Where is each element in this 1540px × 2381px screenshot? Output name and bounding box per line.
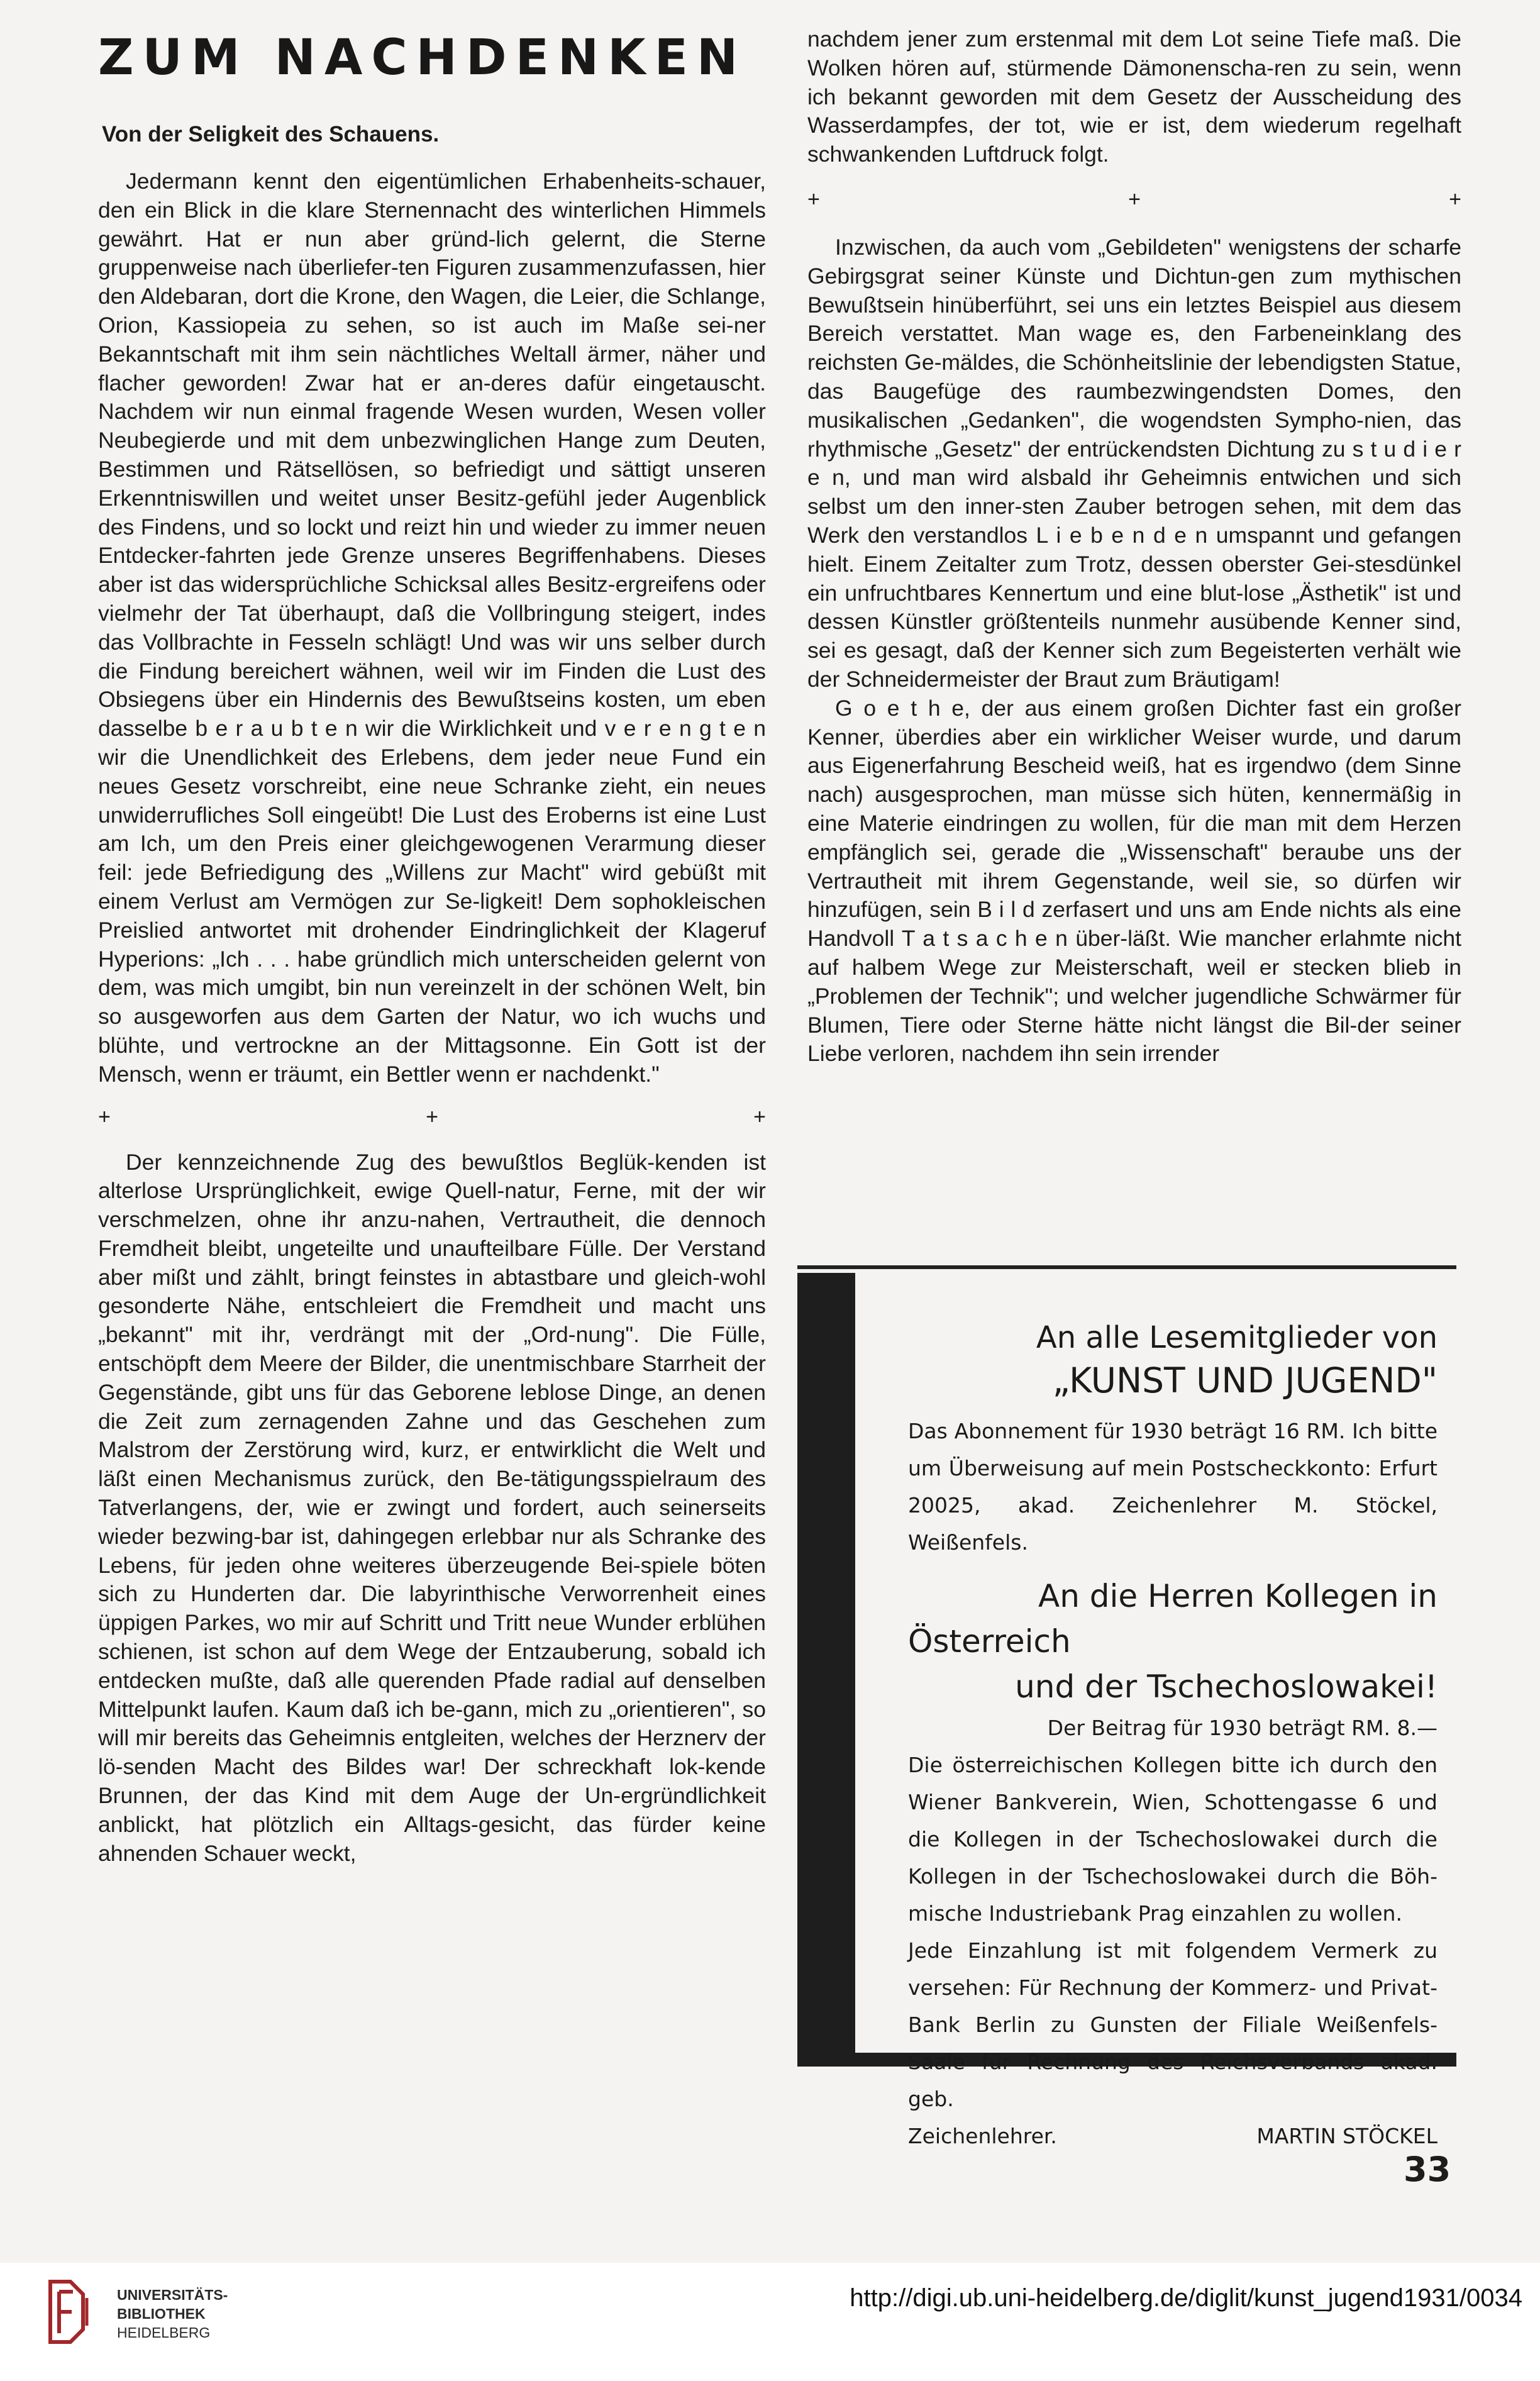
right-column	[807, 25, 1461, 1068]
notice-heading: und der Tschechoslowakei!	[1015, 1668, 1438, 1705]
article-paragraph: Jedermann kennt den eigentümlichen Erhabenheits-schauer, den ein Blick in die klare Sternennacht des winterlichen Himmels gewährt. Hat er nun aber gründ-lich gelernt, die Sterne gruppenweise nach überliefer-ten Figuren zusammenzufassen, hier den Aldebaran, dort die Krone, den Wagen, die Leier, die Schlange, Orion, Kassiopeia zu sehen, so ist auch im Maße sei-ner Bekanntschaft mit ihm sein nächtliches Weltall ärmer, näher und flacher geworden! Zwar hat er an-deres dafür eingetauscht. Nachdem wir nun einmal fragende Wesen wurden, Wesen voller Neubegierde und mit dem unbezwinglichen Hange zum Deuten, Bestimmen und Rätsellösen, so befriedigt und sättigt unseren Erkenntniswillen und weitet unser Besitz-gefühl jeder Augenblick des Findens, und so lockt und reizt hin und wieder zu immer neuen Entdecker-fahrten jede Grenze unseres Begriffenhabens. Dieses aber ist das widersprüchliche Schicksal alles Besitz-ergreifens oder vielmehr der Tat überhaupt, daß die Vollbringung steigert, indes das Vollbrachte in Fesseln schlägt! Und was wir uns selber durch die Findung bereichert wähnen, weil wir im Finden die Lust des Obsiegens über ein Hindernis des Bewußtseins kosten, um eben dasselbe b e r a u b t e n wir die Wirklichkeit und v e r e n g t e n wir die Unendlichkeit des Erlebens, dem jeder neue Fund ein neues Gesetz vorschreibt, eine neue Schranke zieht, ein neues unwiderrufliches Soll eingeübt! Die Lust des Eroberns ist eine Lust am Ich, um den Preis einer gleichgewogenen Verarmung dieser feil: jede Befriedigung des „Willens zur Macht" wird gebüßt mit einem Verlust am Vermögen zur Se-ligkeit! Dem sophokleischen Preislied antwortet mit drohender Eindringlichkeit der Klageruf Hyperions: „Ich . . . habe gründlich mich unterscheiden gelernt von dem, was mich umgibt, bin nun vereinzelt in der schönen Welt, bin so ausgeworfen aus dem Garten der Natur, wo ich wuchs und blühte, und vertrockne an der Mittagsonne. Ein Gott ist der Mensch, wenn er träumt, ein Bettler wenn er nachdenkt."	[98, 169, 766, 1087]
separator-mark: +	[753, 1104, 766, 1129]
notice-heading: Österreich	[908, 1623, 1071, 1660]
notice-paragraph: Das Abonnement für 1930 beträgt 16 RM. Ich bitte um Überweisung auf mein Postscheckkonto: Erfurt 20025, akad. Zeichenlehrer M. Stöckel, Weißenfels.	[908, 1419, 1438, 1555]
article-paragraph: Der kennzeichnende Zug des bewußtlos Beglük-kenden ist alterlose Ursprünglichkeit, ewige Quell-natur, Ferne, mit der wir verschmelzen, ohne ihr anzu-nahen, Vertrautheit, die dennoch Fremdheit bleibt, ungeteilte und unaufteilbare Fülle. Der Verstand aber mißt und zählt, bringt feinstes in abtastbare und gleich-wohl gesonderte Nähe, entschleiert die Fremdheit und macht uns „bekannt" mit ihr, verdrängt mit der „Ord-nung". Die Fülle, entschöpft dem Meere der Bilder, die unentmischbare Starrheit der Gegenstände, gibt uns für das Geborene leblose Dinge, an denen die Zeit zum zernagenden Zahne und das Geschehen zum Malstrom der Zerstörung wird, kurz, er entwirklicht die Welt und läßt einen Mechanismus zurück, den Be-tätigungsspielraum des Tatverlangens, der, wie er zwingt und fordert, auch seinerseits wieder bezwing-bar ist, dahingegen erlebbar nur als Schranke des Lebens, für jeden ohne weiteres überzeugende Bei-spiele böten sich zu Hunderten dar. Die labyrinthische Verworrenheit eines üppigen Parkes, wo mir auf Schritt und Tritt neue Wunder erblühen schienen, ist schon auf dem Wege der Entzauberung, sobald ich entdecken mußte, daß alle querenden Pfade radial auf denselben Mittelpunkt laufen. Kaum daß ich be-gann, mich zu „orientieren", so will mir bereits das Geheimnis entgleiten, welches der Herznerv der lö-senden Macht des Bildes war! Der schreckhaft lok-kende Brunnen, der das Kind mit dem Auge der Un-ergründlichkeit anblickt, hat plötzlich ein Alltags-gesicht, das fürder keine ahnenden Schauer weckt,	[98, 1149, 766, 1866]
notice-top-rule	[797, 1265, 1456, 1269]
library-name-line: HEIDELBERG	[117, 2324, 211, 2341]
notice-content	[908, 1318, 1438, 2155]
notice-heading: An alle Lesemitglieder von	[1036, 1320, 1438, 1355]
article-paragraph: nachdem jener zum erstenmal mit dem Lot seine Tiefe maß. Die Wolken hören auf, stürmende Dämonenscha-ren zu sein, wenn ich bekannt geworden mit dem Gesetz der Ausscheidung des Wasserdampfes, der tot, wie er ist, dem wiederum regelhaft schwankenden Luftdruck folgt.	[807, 26, 1461, 167]
library-name-line: BIBLIOTHEK	[117, 2306, 206, 2322]
page-number: 33	[1404, 2150, 1451, 2189]
section-separator	[98, 1104, 766, 1129]
signature-name: MARTIN STÖCKEL	[1256, 2124, 1438, 2148]
separator-mark: +	[98, 1104, 111, 1129]
article-paragraph: G o e t h e, der aus einem großen Dichter fast ein großer Kenner, überdies aber ein wirklicher Weiser wurde, und darum aus Eigenerfahrung Bescheid weiß, hat es irgendwo (dem Sinne nach) ausgesprochen, man müsse sich hüten, kennermäßig in eine Materie eindringen zu wollen, für die man mit dem Herzen empfänglich sei, gerade die „Wissenschaft" beraube uns der Vertrautheit mit ihrem Gegenstande, weil sie, so dürfen wir hinzufügen, sein B i l d zerfasert und uns am Ende nichts als eine Handvoll T a t s a c h e n über-läßt. Wie mancher erlahmte nicht auf halbem Wege zur Meisterschaft, weil er stecken blieb in „Problemen der Technik"; und welcher jugendliche Schwärmer für Blumen, Tiere oder Sterne hätte nicht längst die Bil-der seiner Liebe verloren, nachdem ihn sein irrender	[807, 695, 1461, 1067]
source-url[interactable]: http://digi.ub.uni-heidelberg.de/diglit/kunst_jugend1931/0034	[850, 2284, 1522, 2312]
separator-mark: +	[426, 1104, 438, 1129]
notice-paragraph: Die österreichischen Kollegen bitte ich durch den Wiener Bankverein, Wien, Schottengasse 6 und die Kollegen in der Tschechoslowakei durch die Kollegen in der Tschechoslowakei durch die Böh-mische Industriebank Prag einzahlen zu wollen.	[908, 1753, 1438, 1926]
notice-left-bar	[797, 1273, 855, 2067]
separator-mark: +	[1128, 187, 1141, 211]
separator-mark: +	[807, 187, 820, 211]
page-title: ZUM NACHDENKEN	[98, 30, 747, 86]
article-paragraph: Inzwischen, da auch vom „Gebildeten" wenigstens der scharfe Gebirgsgrat seiner Künste und Dichtun-gen zum mythischen Bewußtsein hinüberführt, sei uns ein letztes Beispiel aus diesem Bereich verstattet. Man wage es, den Farbeneinklang des reichsten Ge-mäldes, die Schönheitslinie der lebendigsten Statue, das Baugefüge des raumbezwingendsten Domes, den musikalischen „Gedanken", die wogendsten Sympho-nien, das rhythmische „Gesetz" der entrückendsten Dichtung zu s t u d i e r e n, und man wird alsbald ihr Geheimnis entwichen und sich selbst um den inner-sten Zauber betrogen sehen, mit dem das Werk den verstandlos L i e b e n d e n umspannt und gefangen hielt. Einem Zeitalter zum Trotz, dessen oberster Gei-stesdünkel ein unfruchtbares Kennertum und eine blut-lose „Ästhetik" ist und dessen Künstler größtenteils nunmehr ausübende Kenner sind, sei es gesagt, daß der Kenner sich zum Begeisterten verhält wie der Schneidermeister der Braut zum Bräutigam!	[807, 234, 1461, 692]
notice-heading: An die Herren Kollegen in	[1038, 1578, 1438, 1614]
notice-fee-line: Der Beitrag für 1930 beträgt RM. 8.—	[1047, 1716, 1438, 1740]
left-column	[98, 25, 766, 1868]
library-name	[117, 2285, 228, 2342]
separator-mark: +	[1449, 187, 1461, 211]
membership-notice	[797, 1273, 1456, 2148]
section-separator	[807, 187, 1461, 212]
notice-journal-title: „KUNST UND JUGEND"	[1052, 1360, 1438, 1401]
notice-paragraph: Jede Einzahlung ist mit folgendem Vermerk zu versehen: Für Rechnung der Kommerz- und Privat-Bank Berlin zu Gunsten der Filiale Weißenfels-Saale für Rechnung des Reichsverbands akad. geb.	[908, 1938, 1438, 2111]
library-name-line: UNIVERSITÄTS-	[117, 2287, 228, 2303]
signature-title: Zeichenlehrer.	[908, 2124, 1057, 2148]
library-logo-icon	[48, 2279, 93, 2345]
article-subtitle: Von der Seligkeit des Schauens.	[102, 122, 440, 147]
notice-signature	[908, 2117, 1438, 2155]
footer-bar	[0, 2263, 1540, 2381]
